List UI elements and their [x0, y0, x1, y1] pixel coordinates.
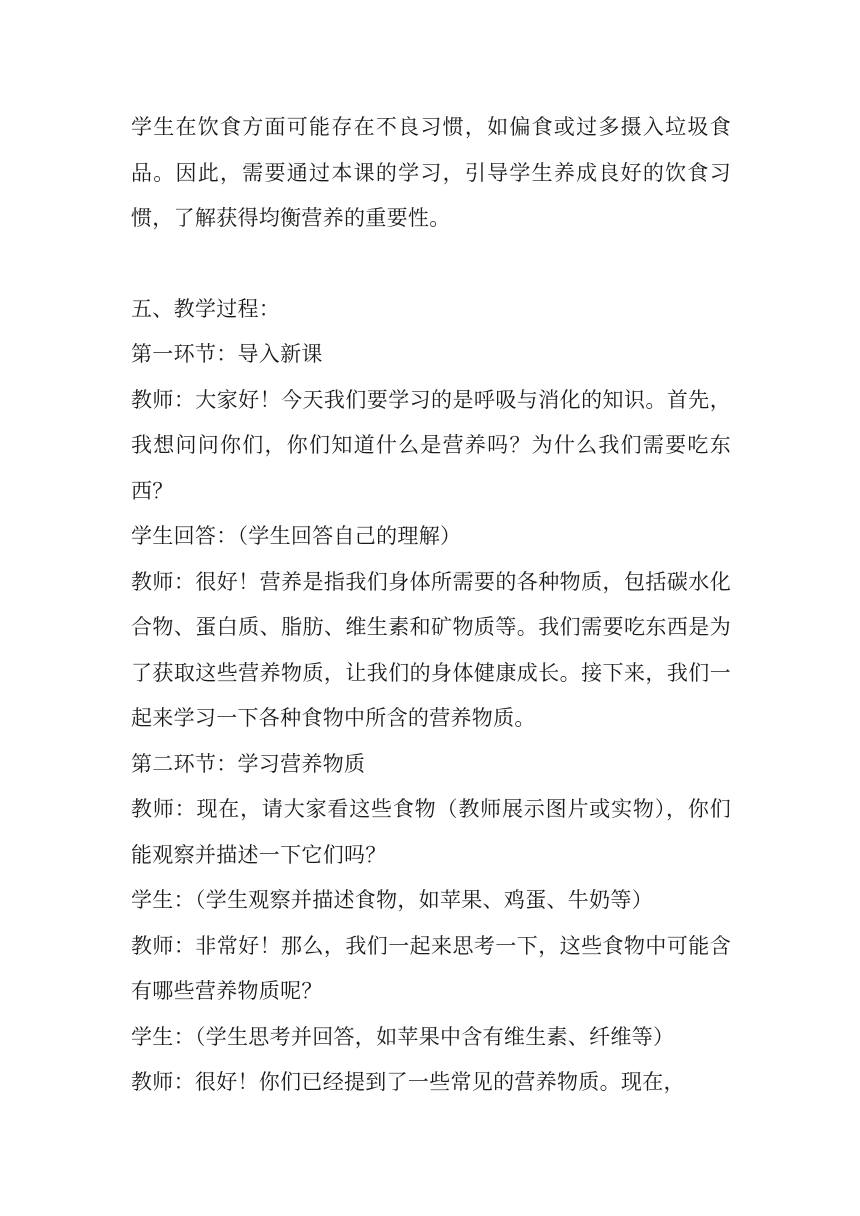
paragraph-teacher-5: 教师：很好！你们已经提到了一些常见的营养物质。现在，: [131, 1070, 685, 1094]
document-body: [131, 105, 731, 1106]
step-heading-2: 第二环节：学习营养物质: [131, 751, 366, 776]
step-heading-1: 第一环节：导入新课: [131, 342, 323, 366]
paragraph-teacher-4: 教师：非常好！那么，我们一起来思考一下，这些食物中可能含有哪些营养物质呢？: [131, 933, 731, 1003]
paragraph-student-2: 学生：（学生观察并描述食物，如苹果、鸡蛋、牛奶等）: [131, 888, 653, 912]
paragraph-teacher-3: 教师：现在，请大家看这些食物（教师展示图片或实物），你们能观察并描述一下它们吗？: [131, 797, 731, 867]
paragraph-student-1: 学生回答：（学生回答自己的理解）: [131, 524, 462, 548]
section-heading-teaching-process: 五、教学过程：: [131, 296, 281, 321]
paragraph-student-3: 学生：（学生思考并回答，如苹果中含有维生素、纤维等）: [131, 1024, 675, 1049]
paragraph-learner-analysis: 学生在饮食方面可能存在不良习惯，如偏食或过多摄入垃圾食品。因此，需要通过本课的学习，引导学生养成良好的饮食习惯，了解获得均衡营养的重要性。: [131, 115, 731, 230]
paragraph-gap: [131, 242, 731, 287]
paragraph-teacher-1: 教师：大家好！今天我们要学习的是呼吸与消化的知识。首先，我想问问你们，你们知道什么是营养吗？为什么我们需要吃东西？: [131, 387, 731, 503]
paragraph-teacher-2: 教师：很好！营养是指我们身体所需要的各种物质，包括碳水化合物、蛋白质、脂肪、维生素和矿物质等。我们需要吃东西是为了获取这些营养物质，让我们的身体健康成长。接下来，我们一起来学习一下各种食物中所含的营养物质。: [131, 569, 731, 730]
